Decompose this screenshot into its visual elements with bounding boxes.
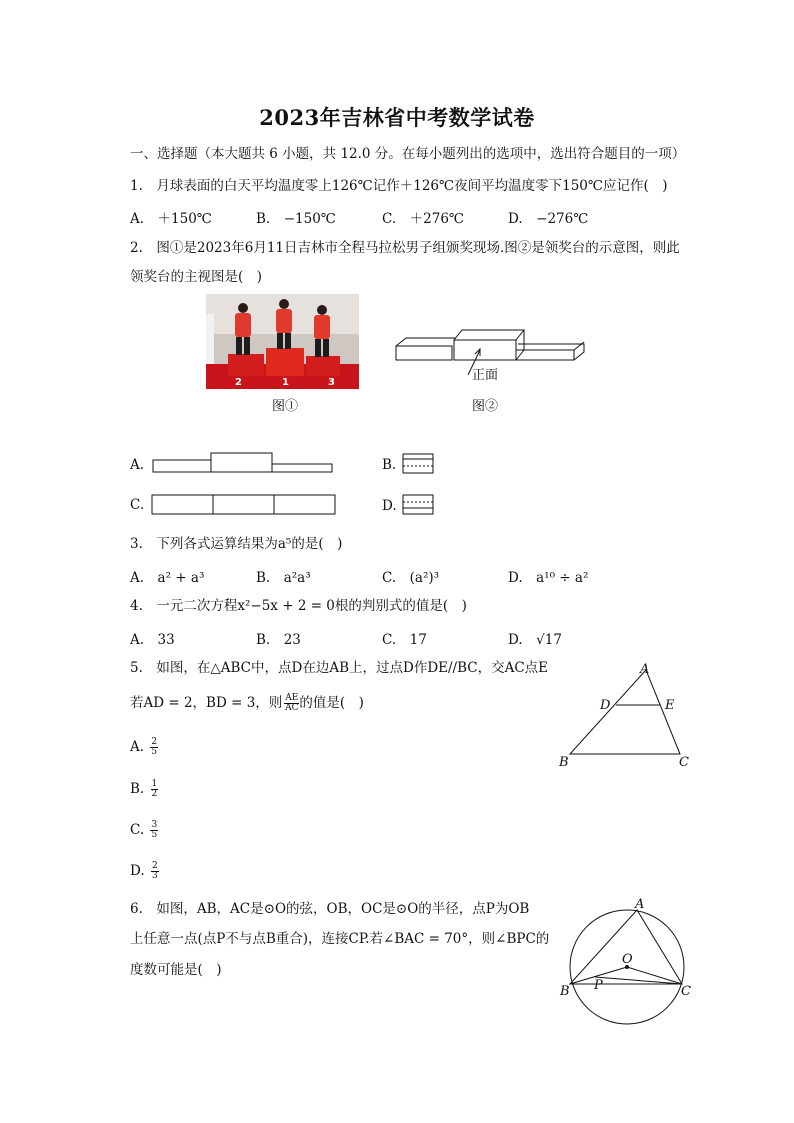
label-p: P [594,978,603,993]
q5-option-c-frac [150,821,158,840]
q3-option-a: A. a² + a³ [130,570,205,586]
q2-option-c-figure [151,494,337,516]
q1-option-a: A. ＋150℃ [130,211,212,227]
award-ceremony-photo [206,294,359,389]
triangle-abc-diagram [552,656,702,774]
podium-number-1: 1 [282,377,289,388]
q5-option-b [130,780,158,799]
q6-stem-line3: 度数可能是( ) [130,962,222,978]
q5-stem-line1: 5. 如图，在△ABC中，点D在边AB上，过点D作DE//BC，交AC点E [130,660,549,676]
q2-option-d-figure [402,494,434,516]
q2-option-a-figure [152,452,334,476]
podium-number-3: 3 [328,377,335,388]
q3-stem: 3. 下列各式运算结果为a⁵的是( ) [130,536,343,552]
q1-option-c: C. ＋276℃ [382,211,465,227]
page-title: 2023年吉林省中考数学试卷 [259,105,535,130]
label-b: B [560,984,570,999]
q3-option-c: C. (a²)³ [382,570,440,586]
q5-frac-numerator: AE [285,693,299,703]
q5-frac-denominator: AC [285,703,299,713]
section-header: 一、选择题（本大题共 6 小题，共 12.0 分。在每小题列出的选项中，选出符合题目的一项） [130,146,686,162]
q1-option-b: B. −150℃ [256,211,336,227]
fig1-caption: 图① [272,399,299,414]
q6-stem-line1: 6. 如图，AB，AC是⊙O的弦，OB，OC是⊙O的半径，点P为OB [130,901,530,917]
q5-option-a-frac [150,738,158,757]
label-c: C [681,984,691,999]
q3-option-d: D. a¹⁰ ÷ a² [508,570,589,586]
front-label: 正面 [472,368,499,383]
q5-option-b-num: 1 [151,779,158,789]
q6-stem-line2: 上任意一点(点P不与点B重合)，连接CP.若∠BAC = 70°，则∠BPC的 [130,931,550,947]
q4-option-b: B. 23 [256,632,301,648]
q5-stem-line2-post: 的值是( ) [299,695,364,711]
label-b: B [559,755,569,770]
q5-option-d-den: 3 [151,871,158,881]
q4-option-a: A. 33 [130,632,175,648]
q5-option-d-num: 2 [151,861,158,871]
q5-option-d-frac [151,862,159,881]
q5-option-a-den: 5 [151,747,158,757]
label-d: D [600,698,611,713]
q5-option-d [130,862,159,881]
q5-option-a-num: 2 [151,737,158,747]
q4-option-c: C. 17 [382,632,427,648]
fig2-caption: 图② [472,399,499,414]
q4-stem: 4. 一元二次方程x²−5x + 2 = 0根的判别式的值是( ) [130,598,467,614]
label-o: O [622,952,633,967]
q2-option-b-label: B. [382,457,397,473]
q5-stem-fraction [284,694,299,713]
podium-number-2: 2 [235,377,242,388]
q2-option-b-figure [402,453,434,475]
q1-option-d: D. −276℃ [508,211,589,227]
q5-option-b-den: 2 [151,789,158,799]
q5-option-c-letter: C. [130,822,145,838]
q5-option-c [130,821,158,840]
q2-option-d-label: D. [382,498,397,514]
q2-stem-line2: 领奖台的主视图是( ) [130,269,263,285]
label-e: E [665,698,675,713]
q5-option-d-letter: D. [130,863,145,879]
q5-option-b-frac [151,780,159,799]
q3-option-b: B. a²a³ [256,570,311,586]
q5-option-c-den: 5 [151,830,158,840]
award-ceremony-illustration [206,294,359,389]
q5-option-c-num: 3 [151,820,158,830]
q2-stem-line1: 2. 图①是2023年6月11日吉林市全程马拉松男子组颁奖现场.图②是领奖台的示意图，则此 [130,240,680,256]
label-a: A [635,897,645,912]
q1-stem: 1. 月球表面的白天平均温度零上126℃记作＋126℃夜间平均温度零下150℃应记作( ) [130,178,668,194]
q5-option-b-letter: B. [130,781,145,797]
q2-option-c-label: C. [130,497,145,513]
q5-option-a [130,738,158,757]
label-c: C [679,755,689,770]
circle-o-diagram [555,896,695,1026]
q5-stem-line2-pre: 若AD = 2，BD = 3，则 [130,695,283,711]
q5-stem-line2 [130,694,364,713]
q4-option-d: D. √17 [508,632,562,648]
label-a: A [640,662,650,677]
q2-option-a-label: A. [130,457,145,473]
q5-option-a-letter: A. [130,739,145,755]
